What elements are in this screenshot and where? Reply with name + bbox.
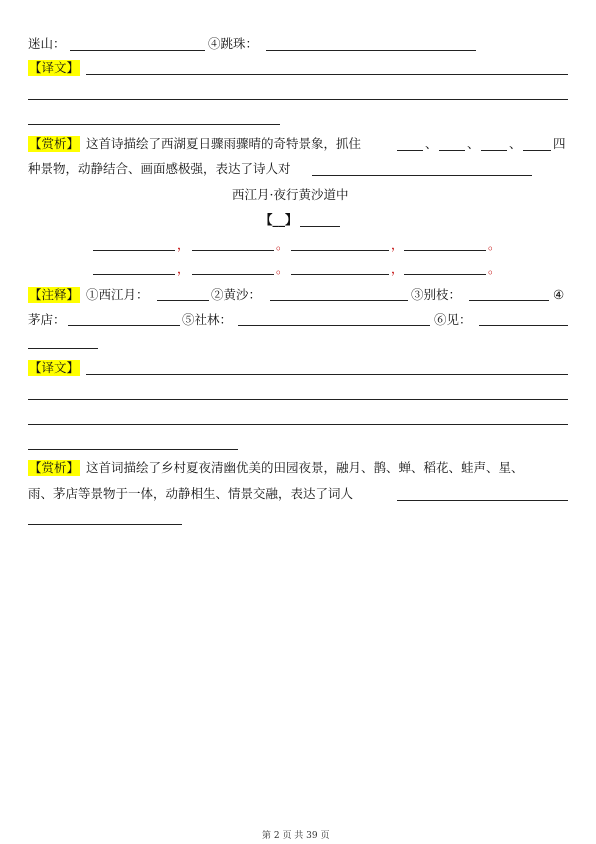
shangxi-text-2b: 雨、茅店等景物于一体，动静相生、情景交融，表达了词人 (28, 486, 354, 501)
yiwen-blank-1b[interactable] (28, 99, 568, 100)
scene-blank-3[interactable] (481, 150, 507, 151)
shangxi-label-2: 【赏析】 (29, 460, 80, 475)
note-mishan-blank[interactable] (70, 50, 205, 51)
yiwen-blank-2a[interactable] (86, 374, 568, 375)
poem-author-blank[interactable] (300, 226, 340, 227)
shangxi-text-1a: 这首诗描绘了西湖夏日骤雨骤晴的奇特景象，抓住 (86, 136, 362, 151)
note-tiaozhu-label: ④跳珠： (208, 36, 259, 51)
scene-blank-4[interactable] (523, 150, 551, 151)
shangxi-blank-1[interactable] (312, 175, 532, 176)
shangxi-blank-2a[interactable] (397, 500, 568, 501)
note-mishan-label: 迷山： (28, 36, 66, 51)
poem-punct-2: 。 (276, 237, 289, 252)
page-footer: 第 2 页 共 39 页 (262, 831, 330, 841)
scene-blank-1[interactable] (397, 150, 423, 151)
note-tiaozhu-blank[interactable] (266, 50, 476, 51)
scene-sep-2: 、 (467, 136, 480, 151)
poem-punct-5: ， (177, 261, 190, 276)
poem-line-blank-1[interactable] (93, 250, 175, 251)
yiwen-label-1: 【译文】 (29, 60, 80, 75)
shangxi-label-1: 【赏析】 (29, 136, 80, 151)
note-jian-blank-b[interactable] (28, 348, 98, 349)
note-maodian-label: 茅店： (28, 312, 66, 327)
zhushi-label: 【注释】 (29, 287, 80, 302)
yiwen-label-2: 【译文】 (29, 360, 80, 375)
poem-punct-8: 。 (488, 261, 501, 276)
poem-author-bracket: 【__】 (260, 212, 298, 227)
shangxi-text-1b: 种景物，动静结合、画面感极强，表达了诗人对 (28, 161, 291, 176)
note-shelin-label: ⑤社林： (182, 312, 233, 327)
scene-sep-1: 、 (425, 136, 438, 151)
note-jian-label: ⑥见： (434, 312, 472, 327)
note-biezhi-label: ③别枝： (411, 287, 462, 302)
shangxi-blank-2b[interactable] (28, 524, 182, 525)
poem-punct-3: ， (391, 237, 404, 252)
poem-line-blank-7[interactable] (291, 274, 389, 275)
poem-punct-7: ， (391, 261, 404, 276)
note-shelin-blank[interactable] (238, 325, 430, 326)
poem-line-blank-4[interactable] (404, 250, 486, 251)
yiwen-blank-2c[interactable] (28, 424, 568, 425)
poem-punct-4: 。 (488, 237, 501, 252)
yiwen-blank-1c[interactable] (28, 124, 280, 125)
note-maodian-num: ④ (553, 287, 565, 302)
shangxi-si: 四 (553, 136, 566, 151)
scene-sep-3: 、 (509, 136, 522, 151)
yiwen-blank-2d[interactable] (28, 449, 238, 450)
note-maodian-blank[interactable] (68, 325, 180, 326)
note-xijiangyue-label: ①西江月： (86, 287, 149, 302)
poem-line-blank-6[interactable] (192, 274, 274, 275)
note-jian-blank-a[interactable] (479, 325, 568, 326)
poem-punct-1: ， (177, 237, 190, 252)
poem-line-blank-2[interactable] (192, 250, 274, 251)
poem-punct-6: 。 (276, 261, 289, 276)
yiwen-blank-2b[interactable] (28, 399, 568, 400)
scene-blank-2[interactable] (439, 150, 465, 151)
poem-line-blank-3[interactable] (291, 250, 389, 251)
yiwen-blank-1a[interactable] (86, 74, 568, 75)
shangxi-text-2a: 这首词描绘了乡村夏夜清幽优美的田园夜景，融月、鹊、蝉、稻花、蛙声、星、 (86, 460, 524, 475)
note-huangsha-blank[interactable] (270, 300, 408, 301)
poem-line-blank-8[interactable] (404, 274, 486, 275)
poem-title: 西江月·夜行黄沙道中 (232, 187, 349, 202)
note-biezhi-blank[interactable] (469, 300, 549, 301)
poem-line-blank-5[interactable] (93, 274, 175, 275)
note-xijiangyue-blank[interactable] (157, 300, 209, 301)
note-huangsha-label: ②黄沙： (211, 287, 262, 302)
